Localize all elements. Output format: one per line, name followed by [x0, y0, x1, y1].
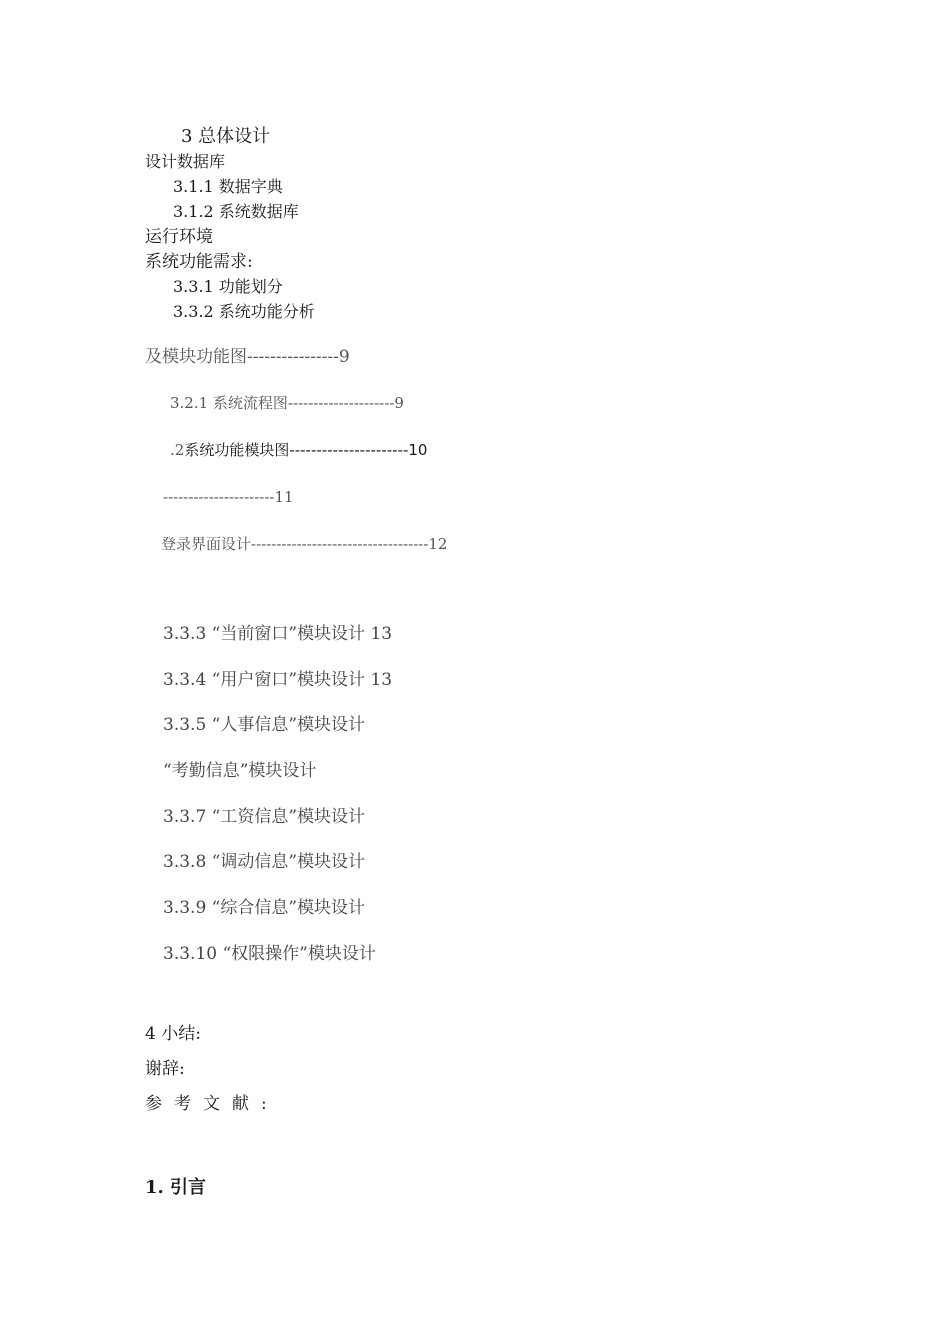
toc-entry-conclusion: 4 小结: [145, 1024, 201, 1044]
toc-entry-system-database: 3.1.2 系统数据库 [173, 202, 299, 221]
toc-entry-permission-ops: 3.3.10 “权限操作”模块设计 [163, 944, 376, 964]
toc-entry-current-window: 3.3.3 “当前窗口”模块设计 13 [163, 624, 393, 644]
toc-entry-runtime-environment: 运行环境 [145, 227, 213, 247]
toc-entry-transfer-info: 3.3.8 “调动信息”模块设计 [163, 852, 366, 872]
toc-entry-login-design: 登录界面设计-----------------------------------12 [161, 535, 448, 553]
toc-entry-system-requirements: 系统功能需求: [145, 252, 253, 272]
toc-entry-attendance-info: “考勤信息”模块设计 [163, 761, 317, 781]
toc-entry-overall-design: 3 总体设计 [181, 126, 271, 147]
toc-entry-summary-info: 3.3.9 “综合信息”模块设计 [163, 898, 366, 918]
toc-entry-function-analysis: 3.3.2 系统功能分析 [173, 302, 315, 321]
toc-entry-module-chart-prefix: .2 [170, 441, 185, 459]
toc-entry-data-dictionary: 3.1.1 数据字典 [173, 177, 283, 196]
toc-entry-user-window: 3.3.4 “用户窗口”模块设计 13 [163, 670, 393, 690]
toc-entry-module-chart-label: 系统功能模块图----------------------10 [184, 441, 428, 459]
toc-entry-salary-info: 3.3.7 “工资信息”模块设计 [163, 807, 366, 827]
toc-entry-flowchart: 3.2.1 系统流程图---------------------9 [170, 394, 404, 412]
toc-entry-acknowledgements: 谢辞: [145, 1059, 185, 1079]
toc-entry-design-database: 设计数据库 [145, 152, 226, 171]
toc-entry-module-diagram: 及模块功能图----------------9 [145, 347, 350, 367]
toc-entry-references: 参考文献: [145, 1094, 279, 1114]
section-heading-introduction: 1. 引言 [145, 1177, 207, 1198]
toc-entry-dashes-11: ----------------------11 [163, 488, 294, 506]
toc-entry-function-division: 3.3.1 功能划分 [173, 277, 283, 296]
toc-entry-personnel-info: 3.3.5 “人事信息”模块设计 [163, 715, 366, 735]
toc-entry-module-chart [170, 443, 427, 458]
